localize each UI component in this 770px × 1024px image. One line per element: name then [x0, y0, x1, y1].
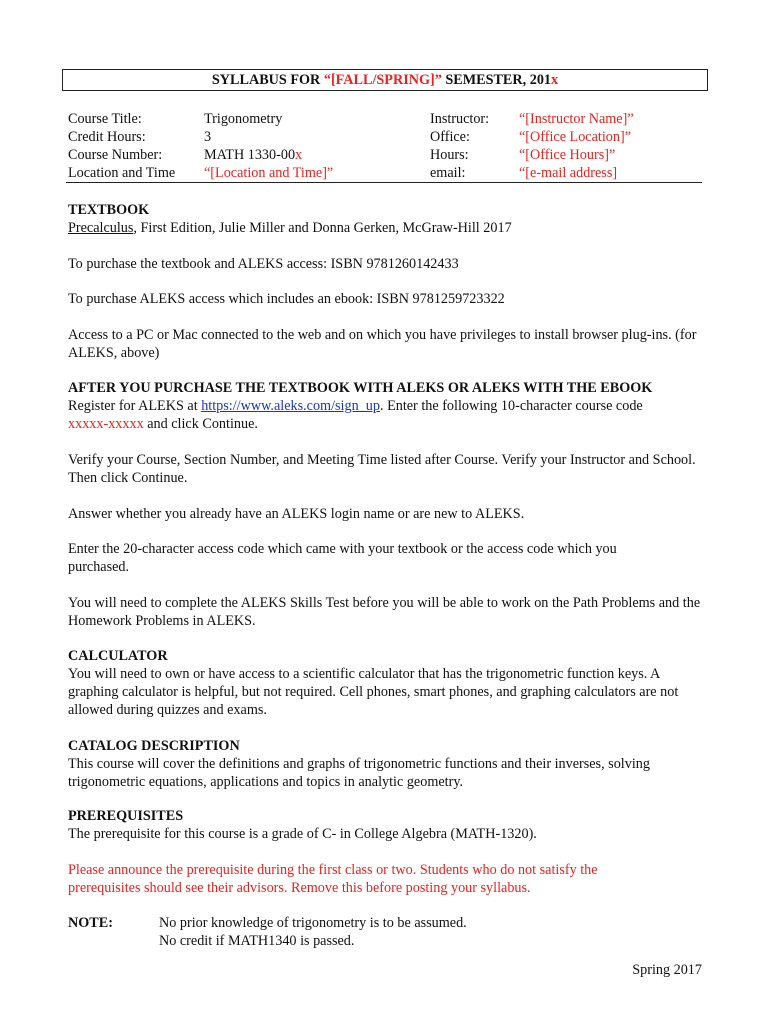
aleks-verify: Verify your Course, Section Number, and Meeting Time listed after Course. Verify your Instructor and School. Then click Continue. [68, 452, 696, 486]
catalog-section [68, 737, 698, 791]
catalog-text: This course will cover the definitions and graphs of trigonometric functions and their inverses, solving trigonometric equations, applications and topics in analytic geometry. [68, 756, 650, 790]
credit-hours-label: Credit Hours: [68, 129, 146, 145]
prereq-announcement: Please announce the prerequisite during the first class or two. Students who do not satisfy the prerequisites should see their advisors. Remove this before posting your syllabus. [68, 862, 598, 896]
prereq-section [68, 807, 708, 843]
note-line-2: No credit if MATH1340 is passed. [159, 933, 355, 949]
title-prefix: SYLLABUS FOR [211, 72, 324, 88]
textbook-citation: Precalculus, First Edition, Julie Miller and Donna Gerken, McGraw-Hill 2017 [68, 220, 512, 236]
textbook-heading: TEXTBOOK [68, 202, 150, 218]
course-info-values [204, 110, 333, 182]
instructor-info-labels [430, 110, 489, 182]
aleks-skills-test: You will need to complete the ALEKS Skills Test before you will be able to work on the Path Problems and the Homework Problems in ALEKS. [68, 595, 701, 629]
aleks-login: Answer whether you already have an ALEKS login name or are new to ALEKS. [68, 506, 525, 522]
credit-hours-value: 3 [204, 129, 212, 145]
calculator-section [68, 647, 708, 719]
book-title: Precalculus [68, 220, 134, 236]
course-number-value: MATH 1330-00x [204, 147, 303, 163]
title-year-x: x [551, 72, 559, 88]
instructor-label: Instructor: [430, 111, 490, 127]
prereq-text: The prerequisite for this course is a grade of C- in College Algebra (MATH-1320). [68, 826, 537, 842]
note-text [159, 914, 467, 950]
aleks-signup-link[interactable]: https://www.aleks.com/sign_up [201, 398, 380, 414]
instructor-info-values [519, 110, 634, 182]
catalog-heading: CATALOG DESCRIPTION [68, 738, 240, 754]
location-time-value: “[Location and Time]” [204, 165, 334, 181]
office-label: Office: [430, 129, 470, 145]
location-time-label: Location and Time [68, 165, 176, 181]
note-line-1: No prior knowledge of trigonometry is to be assumed. [159, 915, 467, 931]
aleks-code-line: xxxxx-xxxxx and click Continue. [68, 416, 258, 432]
prereq-heading: PREREQUISITES [68, 808, 184, 824]
textbook-isbn-aleks: To purchase the textbook and ALEKS access: ISBN 9781260142433 [68, 256, 459, 272]
title-semester: “[FALL/SPRING]” [323, 72, 442, 88]
syllabus-title [62, 69, 708, 91]
textbook-isbn-ebook: To purchase ALEKS access which includes an ebook: ISBN 9781259723322 [68, 291, 505, 307]
textbook-section [68, 201, 708, 237]
aleks-section [68, 379, 708, 433]
email-label: email: [430, 165, 466, 181]
office-hours-value: “[Office Hours]” [519, 147, 616, 163]
note-label: NOTE: [68, 915, 113, 931]
calculator-heading: CALCULATOR [68, 648, 168, 664]
calculator-text: You will need to own or have access to a scientific calculator that has the trigonometric function keys. A graphing calculator is helpful, but not required. Cell phones, smart phones, and graphing calculators are not allowed during quizzes and exams. [68, 666, 679, 718]
instructor-name-value: “[Instructor Name]” [519, 111, 634, 127]
course-code: xxxxx-xxxxx [68, 416, 144, 432]
textbook-access-note: Access to a PC or Mac connected to the web and on which you have privileges to install browser plug-ins. (for ALEKS, above) [68, 327, 697, 361]
email-value: “[e-mail address] [519, 165, 618, 181]
header-divider [66, 182, 702, 183]
office-location-value: “[Office Location]” [519, 129, 631, 145]
course-number-label: Course Number: [68, 147, 163, 163]
course-title-label: Course Title: [68, 111, 142, 127]
aleks-register: Register for ALEKS at https://www.aleks.com/sign_up. Enter the following 10-character course code [68, 398, 643, 414]
course-title-value: Trigonometry [204, 111, 283, 127]
aleks-access-code: Enter the 20-character access code which came with your textbook or the access code which you purchased. [68, 541, 617, 575]
hours-label: Hours: [430, 147, 469, 163]
page-footer: Spring 2017 [632, 962, 702, 978]
title-middle: SEMESTER, 201 [441, 72, 552, 88]
course-info-labels [68, 110, 175, 182]
aleks-heading: AFTER YOU PURCHASE THE TEXTBOOK WITH ALEKS OR ALEKS WITH THE EBOOK [68, 380, 653, 396]
